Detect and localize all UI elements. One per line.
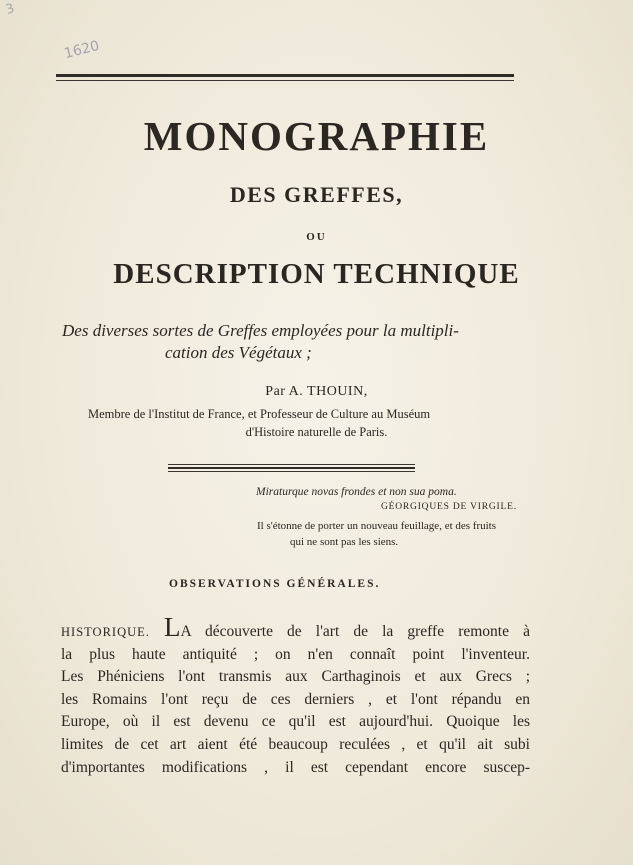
drop-letter: L [164,612,181,642]
ornamental-rule-bottom [168,471,415,472]
ornamental-rule-top [168,464,415,465]
page-subtitle: DES GREFFES, [229,182,404,207]
body-line-1 [61,612,530,644]
italic-subtitle-line-2: cation des Végétaux ; [165,343,312,362]
italic-subtitle-line-1: Des diverses sortes de Greffes employées pour la multipli- [62,321,459,340]
affiliation-line-1: Membre de l'Institut de France, et Professeur de Culture au Muséum [88,407,431,421]
epigraph-translation-line-1: Il s'étonne de porter un nouveau feuillage, et des fruits [257,520,497,532]
main-heading: DESCRIPTION TECHNIQUE [113,258,520,290]
section-heading: OBSERVATIONS GÉNÉRALES. [169,578,381,590]
body-line: les Romains l'ont reçu de ces derniers , et l'ont répandu en [61,690,530,708]
epigraph-source: GÉORGIQUES DE VIRGILE. [381,502,517,512]
body-line: Europe, où il est devenu ce qu'il est aujourd'hui. Quoique les [61,713,530,731]
top-rule-thick [56,74,514,77]
top-rule-thin [56,80,514,81]
epigraph-translation-line-2: qui ne sont pas les siens. [290,536,399,548]
body-paragraph [61,612,530,779]
affiliation-line-2: d'Histoire naturelle de Paris. [245,425,388,439]
ornamental-rule-middle [168,467,415,469]
body-line: la plus haute antiquité ; on n'en connaît point l'inventeur. [61,645,530,663]
page-title: MONOGRAPHIE [143,113,490,159]
body-line: d'importantes modifications , il est cependant encore suscep- [61,758,530,776]
epigraph-quote: Miraturque novas frondes et non sua poma. [256,486,457,498]
pencil-mark-number: 1620 [62,37,102,63]
body-line: Les Phéniciens l'ont transmis aux Carthaginois et aux Grecs ; [61,668,530,686]
pencil-mark-corner: 3 [3,1,17,18]
conjunction: OU [306,231,327,243]
author-line: Par A. THOUIN, [265,384,368,399]
lead-word: HISTORIQUE. [61,625,150,639]
first-line-rest: A découverte de l'art de la greffe remonte à [180,623,530,640]
body-line: limites de cet art aient été beaucoup reculées , et qu'il ait subi [61,735,530,753]
